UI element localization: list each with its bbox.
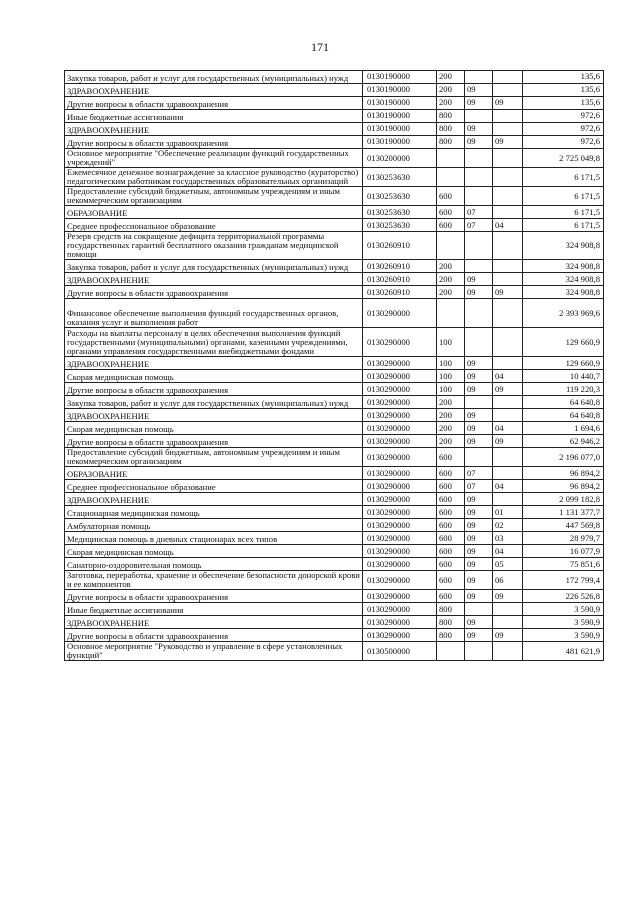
table-row — [65, 110, 604, 123]
row-amount: 3 590,9 — [523, 629, 604, 642]
row-subsection — [493, 357, 523, 370]
row-target-code: 0130290000 — [363, 299, 437, 328]
row-amount: 324 908,8 — [523, 232, 604, 260]
row-target-code: 0130290000 — [363, 383, 437, 396]
row-section — [465, 187, 493, 206]
table-row — [65, 71, 604, 84]
row-section: 09 — [465, 123, 493, 136]
row-section: 09 — [465, 629, 493, 642]
table-row — [65, 84, 604, 97]
table-row — [65, 299, 604, 328]
row-name: Закупка товаров, работ и услуг для государственных (муниципальных) нужд — [65, 260, 363, 273]
row-subsection: 04 — [493, 545, 523, 558]
row-name: ОБРАЗОВАНИЕ — [65, 206, 363, 219]
row-name: ЗДРАВООХРАНЕНИЕ — [65, 84, 363, 97]
row-section: 09 — [465, 273, 493, 286]
row-name: Другие вопросы в области здравоохранения — [65, 590, 363, 603]
row-amount: 16 077,9 — [523, 545, 604, 558]
row-section: 09 — [465, 84, 493, 97]
row-amount: 6 171,5 — [523, 219, 604, 232]
row-expense-type: 200 — [437, 260, 465, 273]
row-section — [465, 168, 493, 187]
row-amount: 96 894,2 — [523, 480, 604, 493]
row-subsection — [493, 493, 523, 506]
row-expense-type: 600 — [437, 545, 465, 558]
row-name: Амбулаторная помощь — [65, 519, 363, 532]
table-row — [65, 273, 604, 286]
row-section: 07 — [465, 480, 493, 493]
row-amount: 2 099 182,8 — [523, 493, 604, 506]
row-section: 07 — [465, 206, 493, 219]
row-expense-type: 600 — [437, 480, 465, 493]
row-subsection: 09 — [493, 383, 523, 396]
row-expense-type — [437, 299, 465, 328]
row-target-code: 0130290000 — [363, 357, 437, 370]
row-subsection — [493, 149, 523, 168]
row-amount: 129 660,9 — [523, 357, 604, 370]
table-row — [65, 448, 604, 467]
row-amount: 64 640,8 — [523, 409, 604, 422]
table-row — [65, 219, 604, 232]
row-target-code: 0130290000 — [363, 571, 437, 590]
table-row — [65, 149, 604, 168]
row-name: Другие вопросы в области здравоохранения — [65, 629, 363, 642]
row-expense-type: 200 — [437, 97, 465, 110]
row-target-code: 0130290000 — [363, 480, 437, 493]
row-section: 09 — [465, 383, 493, 396]
table-row — [65, 97, 604, 110]
row-expense-type: 100 — [437, 328, 465, 357]
row-expense-type: 200 — [437, 409, 465, 422]
row-target-code: 0130290000 — [363, 590, 437, 603]
table-row — [65, 545, 604, 558]
row-target-code: 0130290000 — [363, 396, 437, 409]
row-name: Санаторно-оздоровительная помощь — [65, 558, 363, 571]
row-name: Другие вопросы в области здравоохранения — [65, 286, 363, 299]
row-name: Другие вопросы в области здравоохранения — [65, 383, 363, 396]
row-name: Среднее профессиональное образование — [65, 480, 363, 493]
row-section: 09 — [465, 286, 493, 299]
row-amount: 172 799,4 — [523, 571, 604, 590]
row-expense-type: 100 — [437, 357, 465, 370]
row-subsection: 09 — [493, 97, 523, 110]
row-expense-type: 200 — [437, 286, 465, 299]
table-row — [65, 422, 604, 435]
row-name: ЗДРАВООХРАНЕНИЕ — [65, 273, 363, 286]
row-amount: 324 908,8 — [523, 273, 604, 286]
table-row — [65, 206, 604, 219]
row-amount: 324 908,8 — [523, 286, 604, 299]
row-amount: 75 851,6 — [523, 558, 604, 571]
row-expense-type: 600 — [437, 519, 465, 532]
row-subsection — [493, 206, 523, 219]
row-subsection — [493, 168, 523, 187]
table-row — [65, 260, 604, 273]
row-amount: 972,6 — [523, 110, 604, 123]
row-target-code: 0130290000 — [363, 603, 437, 616]
table-row — [65, 396, 604, 409]
row-expense-type: 600 — [437, 506, 465, 519]
row-target-code: 0130290000 — [363, 467, 437, 480]
row-subsection — [493, 187, 523, 206]
row-target-code: 0130253630 — [363, 168, 437, 187]
row-expense-type: 600 — [437, 219, 465, 232]
row-section — [465, 299, 493, 328]
row-section — [465, 260, 493, 273]
table-row — [65, 532, 604, 545]
row-target-code: 0130253630 — [363, 187, 437, 206]
row-name: ОБРАЗОВАНИЕ — [65, 467, 363, 480]
row-name: ЗДРАВООХРАНЕНИЕ — [65, 493, 363, 506]
table-row — [65, 493, 604, 506]
row-subsection: 01 — [493, 506, 523, 519]
table-row — [65, 558, 604, 571]
row-subsection — [493, 299, 523, 328]
row-expense-type: 200 — [437, 71, 465, 84]
row-section — [465, 149, 493, 168]
row-section: 07 — [465, 467, 493, 480]
row-name: ЗДРАВООХРАНЕНИЕ — [65, 357, 363, 370]
row-expense-type: 800 — [437, 123, 465, 136]
row-expense-type: 800 — [437, 603, 465, 616]
row-amount: 2 393 969,6 — [523, 299, 604, 328]
row-subsection: 09 — [493, 590, 523, 603]
row-target-code: 0130290000 — [363, 616, 437, 629]
row-section: 09 — [465, 519, 493, 532]
row-section — [465, 448, 493, 467]
row-name: Стационарная медицинская помощь — [65, 506, 363, 519]
row-amount: 972,6 — [523, 123, 604, 136]
row-subsection — [493, 110, 523, 123]
row-target-code: 0130253630 — [363, 219, 437, 232]
row-amount: 3 590,9 — [523, 603, 604, 616]
table-row — [65, 232, 604, 260]
row-amount: 96 894,2 — [523, 467, 604, 480]
table-row — [65, 590, 604, 603]
row-target-code: 0130500000 — [363, 642, 437, 661]
row-subsection — [493, 642, 523, 661]
table-row — [65, 187, 604, 206]
row-target-code: 0130290000 — [363, 493, 437, 506]
row-subsection: 06 — [493, 571, 523, 590]
row-expense-type: 600 — [437, 532, 465, 545]
row-section: 09 — [465, 558, 493, 571]
row-section — [465, 232, 493, 260]
table-row — [65, 123, 604, 136]
table-row — [65, 168, 604, 187]
row-target-code: 0130260910 — [363, 260, 437, 273]
row-name: Предоставление субсидий бюджетным, автономным учреждениям и иным некоммерческим организациям — [65, 187, 363, 206]
row-name: Финансовое обеспечение выполнения функций государственных органов, оказания услуг и выполнения работ — [65, 299, 363, 328]
row-name: Скорая медицинская помощь — [65, 370, 363, 383]
row-subsection — [493, 328, 523, 357]
row-section: 09 — [465, 97, 493, 110]
row-amount: 1 131 377,7 — [523, 506, 604, 519]
row-amount: 119 220,3 — [523, 383, 604, 396]
row-expense-type: 200 — [437, 84, 465, 97]
row-name: Другие вопросы в области здравоохранения — [65, 97, 363, 110]
row-amount: 135,6 — [523, 97, 604, 110]
row-expense-type: 100 — [437, 383, 465, 396]
table-row — [65, 435, 604, 448]
row-section: 09 — [465, 435, 493, 448]
row-subsection — [493, 409, 523, 422]
row-subsection — [493, 232, 523, 260]
row-name: Резерв средств на сокращение дефицита территориальной программы государственных гарантий бесплатного оказания гражданам медицинской помощи — [65, 232, 363, 260]
row-name: Скорая медицинская помощь — [65, 545, 363, 558]
row-subsection — [493, 273, 523, 286]
table-row — [65, 409, 604, 422]
row-target-code: 0130190000 — [363, 97, 437, 110]
row-subsection — [493, 260, 523, 273]
row-name: Расходы на выплаты персоналу в целях обеспечения выполнения функций государственными (муниципальными) органами, казенными учреждениями, органами управления государственными внебюджетными фондами — [65, 328, 363, 357]
row-expense-type: 200 — [437, 396, 465, 409]
row-subsection: 04 — [493, 219, 523, 232]
row-target-code: 0130260910 — [363, 232, 437, 260]
row-section — [465, 71, 493, 84]
row-section: 09 — [465, 532, 493, 545]
row-expense-type: 800 — [437, 629, 465, 642]
table-row — [65, 506, 604, 519]
table-row — [65, 383, 604, 396]
row-section: 09 — [465, 590, 493, 603]
row-target-code: 0130290000 — [363, 545, 437, 558]
row-name: Основное мероприятие "Обеспечение реализации функций государственных учреждений" — [65, 149, 363, 168]
row-name: ЗДРАВООХРАНЕНИЕ — [65, 616, 363, 629]
row-target-code: 0130290000 — [363, 370, 437, 383]
row-section: 09 — [465, 493, 493, 506]
row-subsection: 04 — [493, 370, 523, 383]
row-subsection — [493, 603, 523, 616]
row-target-code: 0130290000 — [363, 448, 437, 467]
row-name: Закупка товаров, работ и услуг для государственных (муниципальных) нужд — [65, 396, 363, 409]
row-expense-type: 200 — [437, 273, 465, 286]
row-target-code: 0130190000 — [363, 110, 437, 123]
row-name: Основное мероприятие "Руководство и управление в сфере установленных функций" — [65, 642, 363, 661]
row-subsection — [493, 467, 523, 480]
row-section: 07 — [465, 219, 493, 232]
table-row — [65, 519, 604, 532]
row-section — [465, 396, 493, 409]
row-amount: 62 946,2 — [523, 435, 604, 448]
row-expense-type: 600 — [437, 590, 465, 603]
table-row — [65, 629, 604, 642]
row-target-code: 0130290000 — [363, 629, 437, 642]
row-target-code: 0130260910 — [363, 273, 437, 286]
row-subsection — [493, 616, 523, 629]
row-amount: 135,6 — [523, 71, 604, 84]
row-subsection: 04 — [493, 480, 523, 493]
table-row — [65, 328, 604, 357]
row-target-code: 0130200000 — [363, 149, 437, 168]
row-section: 09 — [465, 422, 493, 435]
row-target-code: 0130190000 — [363, 71, 437, 84]
row-target-code: 0130290000 — [363, 409, 437, 422]
row-name: Закупка товаров, работ и услуг для государственных (муниципальных) нужд — [65, 71, 363, 84]
row-section — [465, 328, 493, 357]
row-name: Другие вопросы в области здравоохранения — [65, 136, 363, 149]
row-expense-type: 600 — [437, 448, 465, 467]
row-amount: 2 725 049,8 — [523, 149, 604, 168]
table-row — [65, 136, 604, 149]
row-amount: 129 660,9 — [523, 328, 604, 357]
row-expense-type: 800 — [437, 110, 465, 123]
row-expense-type: 600 — [437, 467, 465, 480]
row-amount: 64 640,8 — [523, 396, 604, 409]
row-amount: 447 569,8 — [523, 519, 604, 532]
row-expense-type — [437, 149, 465, 168]
row-name: Скорая медицинская помощь — [65, 422, 363, 435]
row-name: ЗДРАВООХРАНЕНИЕ — [65, 409, 363, 422]
row-name: Ежемесячное денежное вознаграждение за классное руководство (кураторство) педагогическим работникам государственных образовательных организаций — [65, 168, 363, 187]
row-name: Заготовка, переработка, хранение и обеспечение безопасности донорской крови и ее компонентов — [65, 571, 363, 590]
table-row — [65, 370, 604, 383]
row-subsection: 03 — [493, 532, 523, 545]
row-amount: 28 979,7 — [523, 532, 604, 545]
row-subsection: 05 — [493, 558, 523, 571]
row-amount: 2 196 077,0 — [523, 448, 604, 467]
row-section: 09 — [465, 409, 493, 422]
row-name: ЗДРАВООХРАНЕНИЕ — [65, 123, 363, 136]
row-target-code: 0130290000 — [363, 506, 437, 519]
row-expense-type: 200 — [437, 435, 465, 448]
table-row — [65, 286, 604, 299]
row-name: Иные бюджетные ассигнования — [65, 110, 363, 123]
row-target-code: 0130190000 — [363, 123, 437, 136]
table-row — [65, 467, 604, 480]
row-section — [465, 642, 493, 661]
row-section: 09 — [465, 571, 493, 590]
row-name: Медицинская помощь в дневных стационарах всех типов — [65, 532, 363, 545]
row-amount: 6 171,5 — [523, 206, 604, 219]
table-row — [65, 480, 604, 493]
row-subsection: 02 — [493, 519, 523, 532]
row-target-code: 0130290000 — [363, 422, 437, 435]
row-target-code: 0130290000 — [363, 328, 437, 357]
row-expense-type — [437, 232, 465, 260]
row-section: 09 — [465, 357, 493, 370]
row-expense-type — [437, 642, 465, 661]
row-target-code: 0130253630 — [363, 206, 437, 219]
table-row — [65, 603, 604, 616]
row-expense-type: 600 — [437, 206, 465, 219]
row-subsection: 09 — [493, 286, 523, 299]
row-expense-type — [437, 168, 465, 187]
row-expense-type: 800 — [437, 136, 465, 149]
row-subsection — [493, 396, 523, 409]
row-target-code: 0130190000 — [363, 84, 437, 97]
row-target-code: 0130290000 — [363, 532, 437, 545]
row-section: 09 — [465, 506, 493, 519]
row-expense-type: 600 — [437, 571, 465, 590]
row-amount: 6 171,5 — [523, 168, 604, 187]
row-expense-type: 600 — [437, 187, 465, 206]
row-amount: 226 526,8 — [523, 590, 604, 603]
row-expense-type: 100 — [437, 370, 465, 383]
row-name: Иные бюджетные ассигнования — [65, 603, 363, 616]
row-amount: 6 171,5 — [523, 187, 604, 206]
row-subsection — [493, 448, 523, 467]
row-expense-type: 600 — [437, 493, 465, 506]
row-amount: 324 908,8 — [523, 260, 604, 273]
row-expense-type: 600 — [437, 558, 465, 571]
table-row — [65, 357, 604, 370]
table-row — [65, 616, 604, 629]
row-subsection: 04 — [493, 422, 523, 435]
row-amount: 972,6 — [523, 136, 604, 149]
row-section — [465, 110, 493, 123]
row-section — [465, 603, 493, 616]
row-amount: 481 621,9 — [523, 642, 604, 661]
row-subsection — [493, 123, 523, 136]
row-target-code: 0130290000 — [363, 519, 437, 532]
row-amount: 3 590,9 — [523, 616, 604, 629]
row-section: 09 — [465, 616, 493, 629]
row-expense-type: 200 — [437, 422, 465, 435]
budget-table — [64, 70, 604, 661]
row-subsection — [493, 71, 523, 84]
row-target-code: 0130290000 — [363, 558, 437, 571]
table-row — [65, 642, 604, 661]
row-name: Среднее профессиональное образование — [65, 219, 363, 232]
row-name: Другие вопросы в области здравоохранения — [65, 435, 363, 448]
row-amount: 10 440,7 — [523, 370, 604, 383]
row-name: Предоставление субсидий бюджетным, автономным учреждениям и иным некоммерческим организациям — [65, 448, 363, 467]
row-section: 09 — [465, 136, 493, 149]
page-number: 171 — [311, 40, 329, 54]
row-section: 09 — [465, 370, 493, 383]
row-amount: 135,6 — [523, 84, 604, 97]
row-target-code: 0130190000 — [363, 136, 437, 149]
row-expense-type: 800 — [437, 616, 465, 629]
row-subsection: 09 — [493, 435, 523, 448]
row-subsection — [493, 84, 523, 97]
row-amount: 1 694,6 — [523, 422, 604, 435]
row-subsection: 09 — [493, 136, 523, 149]
row-target-code: 0130260910 — [363, 286, 437, 299]
table-row — [65, 571, 604, 590]
row-target-code: 0130290000 — [363, 435, 437, 448]
row-section: 09 — [465, 545, 493, 558]
row-subsection: 09 — [493, 629, 523, 642]
